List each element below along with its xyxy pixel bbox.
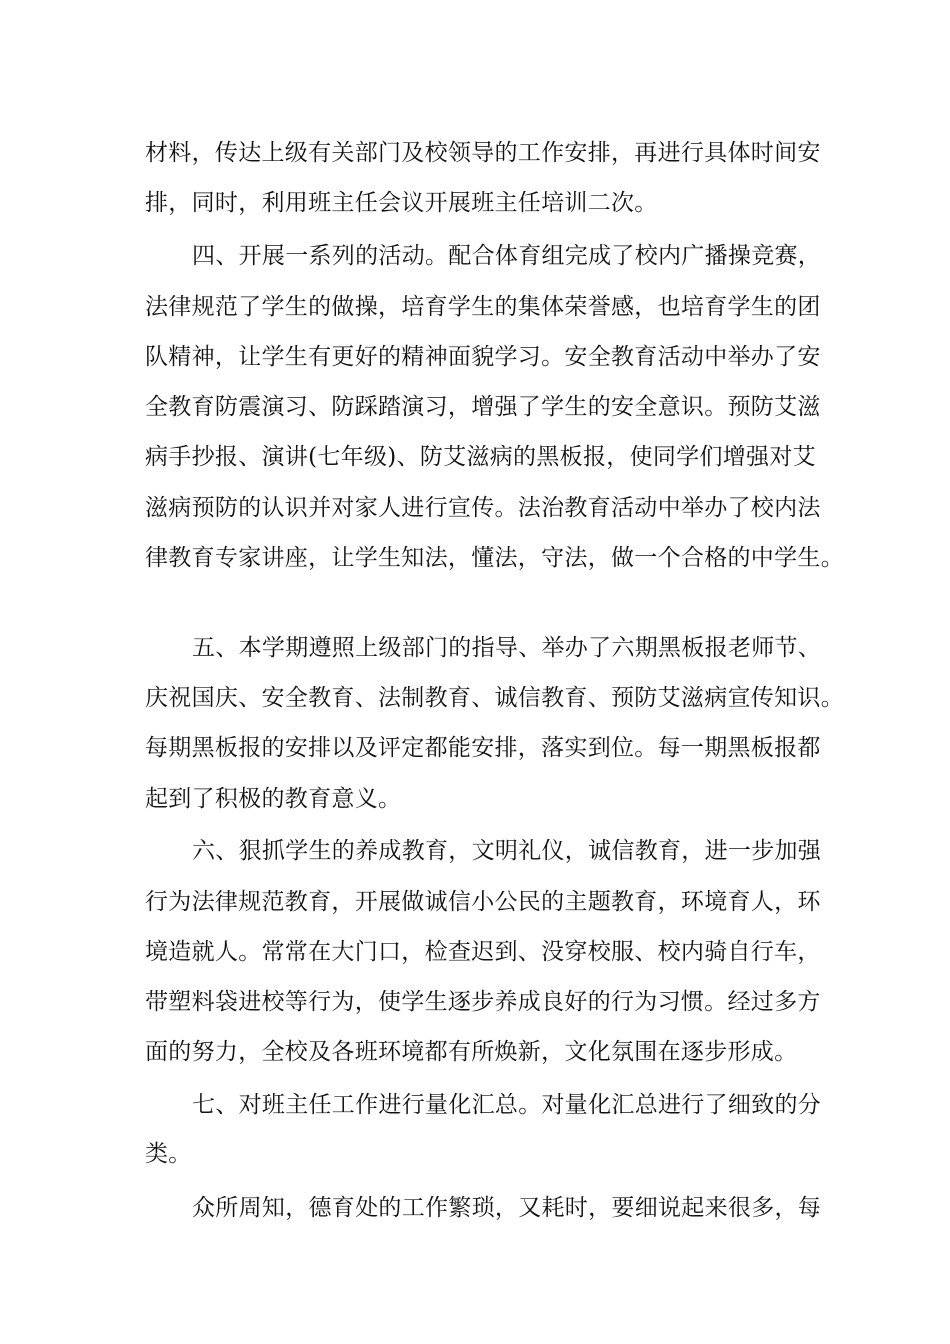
- text-line: 病手抄报、演讲(七年级)、防艾滋病的黑板报，使同学们增强对艾: [145, 444, 816, 470]
- text-line: 带塑料袋进校等行为，使学生逐步养成良好的行为习惯。经过多方: [145, 989, 821, 1015]
- paragraph-start-line: 四、开展一系列的活动。配合体育组完成了校内广播操竞赛，: [192, 243, 822, 269]
- text-line: 境造就人。常常在大门口，检查迟到、没穿校服、校内骑自行车，: [145, 939, 821, 965]
- text-line: 起到了积极的教育意义。: [145, 786, 402, 812]
- text-line: 排，同时，利用班主任会议开展班主任培训二次。: [145, 190, 658, 216]
- text-line: 行为法律规范教育，开展做诚信小公民的主题教育，环境育人，环: [145, 889, 821, 915]
- text-line: 面的努力，全校及各班环境都有所焕新，文化氛围在逐步形成。: [145, 1039, 798, 1065]
- text-line: 法律规范了学生的做操，培育学生的集体荣誉感，也培育学生的团: [145, 294, 821, 320]
- text-line: 全教育防震演习、防踩踏演习，增强了学生的安全意识。预防艾滋: [145, 394, 821, 420]
- text-line: 类。: [145, 1141, 192, 1167]
- paragraph-start-line: 众所周知，德育处的工作繁琐，又耗时，要细说起来很多，每: [192, 1195, 822, 1221]
- text-line: 庆祝国庆、安全教育、法制教育、诚信教育、预防艾滋病宣传知识。: [145, 685, 844, 711]
- text-line: 滋病预防的认识并对家人进行宣传。法治教育活动中举办了校内法: [145, 495, 821, 521]
- text-line: 队精神，让学生有更好的精神面貌学习。安全教育活动中举办了安: [145, 344, 821, 370]
- text-line: 律教育专家讲座，让学生知法，懂法，守法，做一个合格的中学生。: [145, 545, 844, 571]
- paragraph-start-line: 七、对班主任工作进行量化汇总。对量化汇总进行了细致的分: [192, 1092, 822, 1118]
- paragraph-start-line: 五、本学期遵照上级部门的指导、举办了六期黑板报老师节、: [192, 635, 822, 661]
- text-line: 材料，传达上级有关部门及校领导的工作安排，再进行具体时间安: [145, 140, 821, 166]
- paragraph-start-line: 六、狠抓学生的养成教育，文明礼仪，诚信教育，进一步加强: [192, 838, 822, 864]
- text-line: 每期黑板报的安排以及评定都能安排，落实到位。每一期黑板报都: [145, 735, 821, 761]
